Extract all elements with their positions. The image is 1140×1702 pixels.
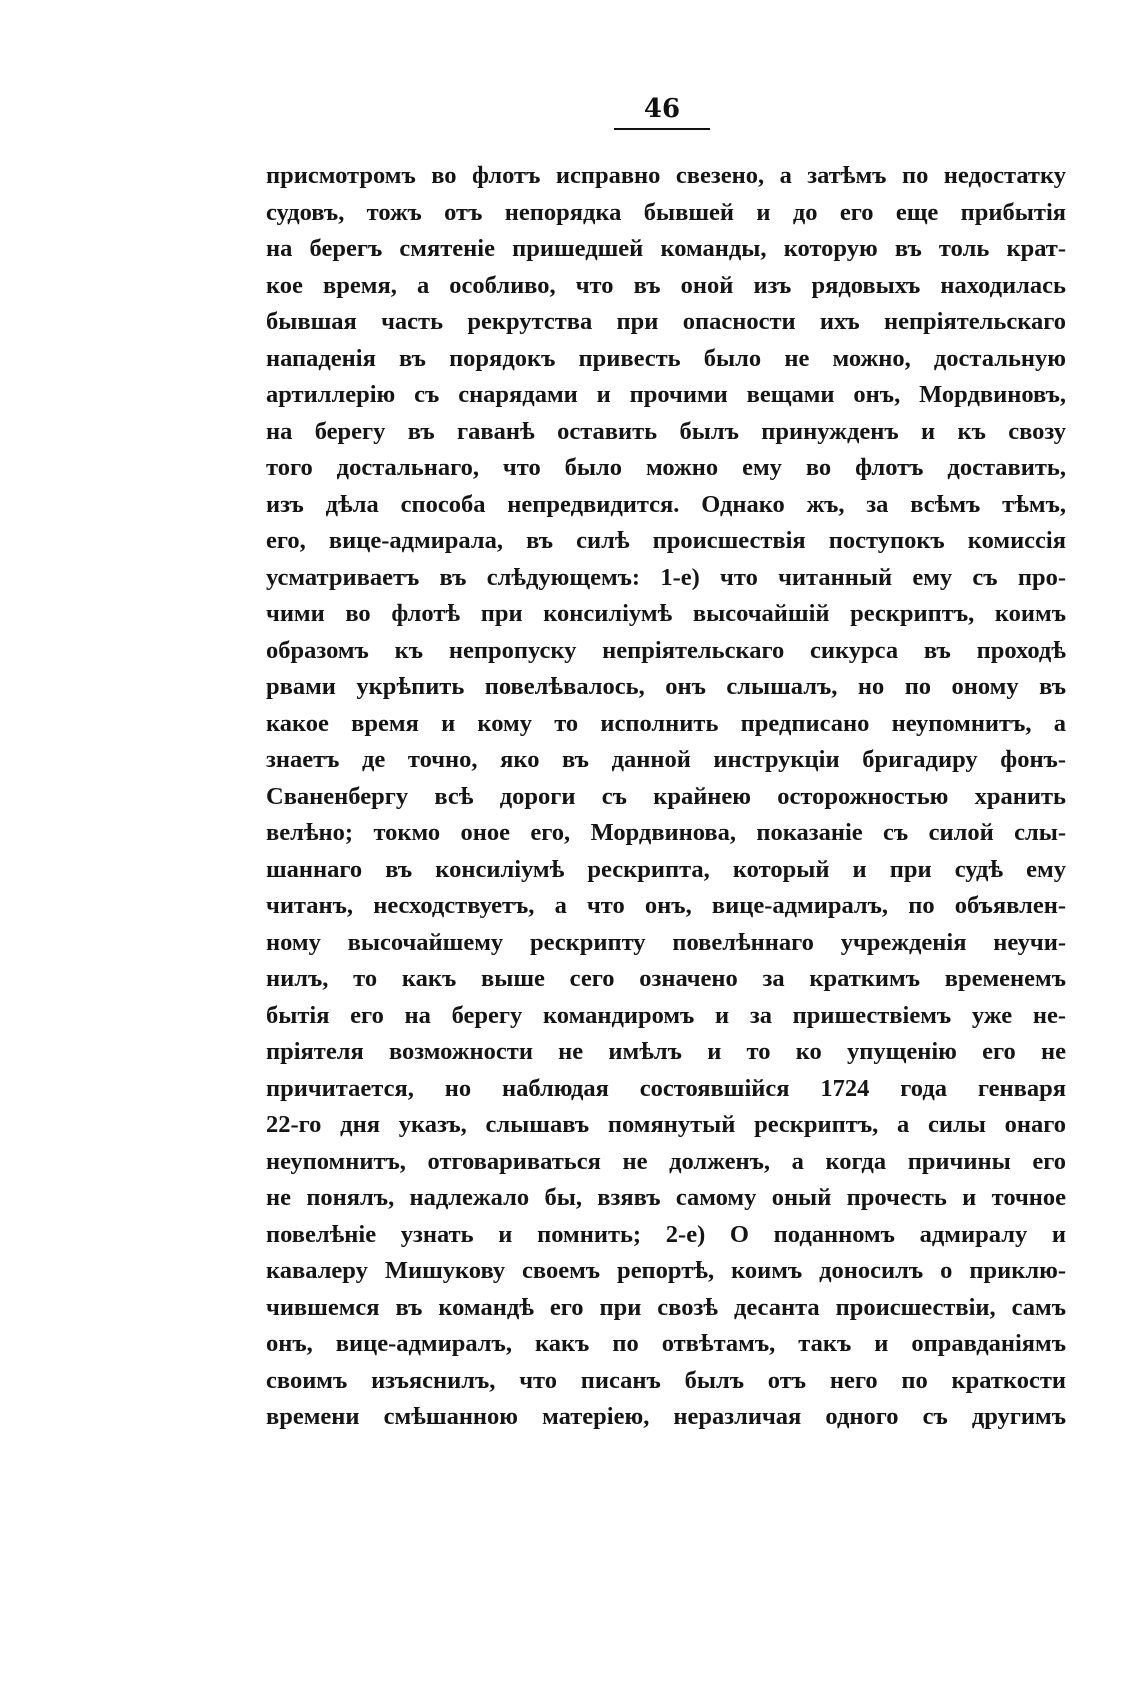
text-line: читанъ, несходствуетъ, а что онъ, вице-адмиралъ, по объявлен- [266, 892, 1066, 919]
text-line: бывшая часть рекрутства при опасности ихъ непріятельскаго [266, 308, 1066, 335]
text-line: нападенія въ порядокъ привесть было не можно, достальную [266, 344, 1066, 372]
text-line: онъ, вице-адмиралъ, какъ по отвѣтамъ, такъ и оправданіямъ [266, 1330, 1066, 1357]
text-line: причитается, но наблюдая состоявшійся 1724 года генваря [266, 1074, 1066, 1102]
text-line: 22-го дня указъ, слышавъ помянутый рескриптъ, а силы онаго [266, 1111, 1066, 1138]
text-line: присмотромъ во флотъ исправно свезено, а затѣмъ по недостатку [266, 162, 1066, 189]
text-line: кавалеру Мишукову своемъ репортѣ, коимъ доносилъ о приклю- [266, 1257, 1066, 1284]
text-line: своимъ изъяснилъ, что писанъ былъ отъ него по краткости [266, 1366, 1066, 1394]
text-line: велѣно; токмо оное его, Мордвинова, показаніе съ силой слы- [266, 819, 1066, 846]
text-line: пріятеля возможности не имѣлъ и то ко упущенію его не [266, 1038, 1066, 1065]
text-line: какое время и кому то исполнить предписано неупомнитъ, а [266, 709, 1066, 737]
text-line: изъ дѣла способа непредвидится. Однако жъ, за всѣмъ тѣмъ, [266, 490, 1066, 518]
text-line: усматриваетъ въ слѣдующемъ: 1-е) что читанный ему съ про- [266, 563, 1066, 591]
body-text [266, 158, 1066, 1436]
text-line: кое время, а особливо, что въ оной изъ рядовыхъ находилась [266, 271, 1066, 299]
text-line: рвами укрѣпить повелѣвалось, онъ слышалъ, но по оному въ [266, 673, 1066, 700]
page-number: 46 [643, 94, 681, 124]
text-line: судовъ, тожъ отъ непорядка бывшей и до его еще прибытія [266, 198, 1066, 226]
text-line: бытія его на берегу командиромъ и за пришествіемъ уже не- [266, 1001, 1066, 1029]
text-line: нилъ, то какъ выше сего означено за краткимъ временемъ [266, 965, 1066, 992]
text-line: неупомнитъ, отговариваться не долженъ, а когда причины его [266, 1147, 1066, 1175]
text-line: знаетъ де точно, яко въ данной инструкціи бригадиру фонъ- [266, 746, 1066, 773]
text-line: на берегу въ гаванѣ оставить былъ принужденъ и къ свозу [266, 417, 1066, 445]
text-line: чившемся въ командѣ его при свозѣ десанта происшествіи, самъ [266, 1293, 1066, 1321]
text-line: образомъ къ непропуску непріятельскаго сикурса въ проходѣ [266, 636, 1066, 664]
text-line: Сваненбергу всѣ дороги съ крайнею осторожностью хранить [266, 782, 1066, 810]
text-line: чими во флотѣ при консиліумѣ высочайшій рескриптъ, коимъ [266, 600, 1066, 627]
text-line: не понялъ, надлежало бы, взявъ самому оный прочесть и точное [266, 1184, 1066, 1211]
text-line: повелѣніе узнать и помнить; 2-е) О поданномъ адмиралу и [266, 1220, 1066, 1248]
text-line: ному высочайшему рескрипту повелѣннаго учрежденія неучи- [266, 928, 1066, 956]
text-line: времени смѣшанною матеріею, неразличая одного съ другимъ [266, 1403, 1066, 1430]
text-line: шаннаго въ консиліумѣ рескрипта, который и при судѣ ему [266, 855, 1066, 883]
text-line: его, вице-адмирала, въ силѣ происшествія поступокъ комиссія [266, 527, 1066, 554]
page-number-rule [614, 128, 710, 130]
text-line: артиллерію съ снарядами и прочими вещами онъ, Мордвиновъ, [266, 381, 1066, 408]
text-line: на берегъ смятеніе пришедшей команды, которую въ толь крат- [266, 235, 1066, 262]
text-line: того достальнаго, что было можно ему во флотъ доставить, [266, 454, 1066, 481]
